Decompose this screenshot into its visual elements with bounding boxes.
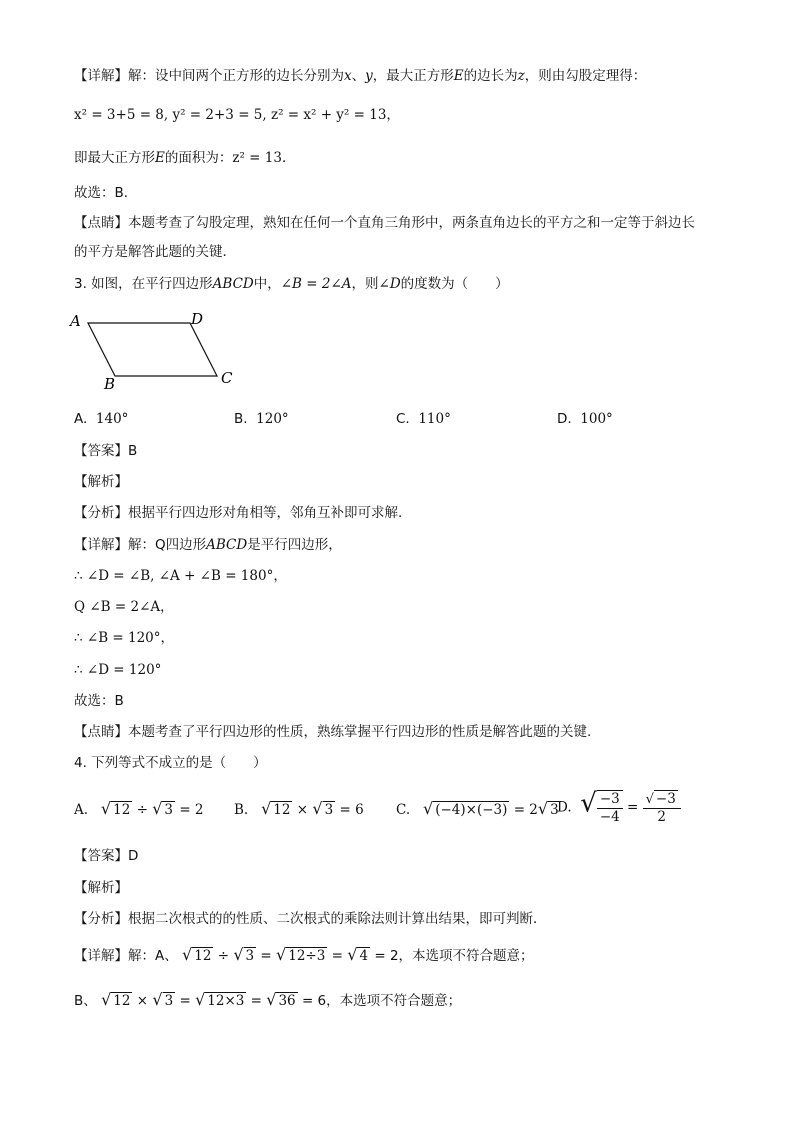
q4-answer: 【答案】D	[74, 848, 139, 864]
sqrt: √ 12	[100, 799, 131, 818]
sqrt: √ 3	[152, 799, 174, 818]
q3-answer: 【答案】B	[74, 443, 138, 459]
q3-choose: 故选：B	[74, 693, 124, 709]
comment-line-2: 的平方是解答此题的关键．	[74, 244, 236, 260]
q3-detail: 【详解】解：Q四边形ABCD是平行四边形，	[74, 537, 342, 553]
q3-step-3: ∴ ∠B = 120°，	[74, 630, 175, 646]
sqrt: √ (−4)×(−3)	[423, 799, 508, 818]
sqrt: √ 12×3	[195, 990, 245, 1009]
parallelogram-figure	[66, 306, 256, 396]
detail-paragraph-1: 【详解】解：设中间两个正方形的边长分别为x、y，最大正方形E的边长为z，则由勾股定理得：	[74, 68, 647, 84]
vertex-label-c: C	[221, 369, 233, 387]
q3-option-a[interactable]: A. 140°	[74, 411, 129, 427]
fraction: $\frac{-3}{-4}$	[597, 790, 623, 826]
q4-analysis-tag: 【解析】	[74, 880, 128, 896]
sqrt: √ 36	[266, 990, 296, 1009]
sqrt: √ $\frac{-3}{-4}$	[580, 790, 622, 826]
q4-detail-b: B、 √ 12 × √ 3 = √ 12×3 = √ 36 = 6，本选项不符合题意；	[74, 990, 462, 1009]
q4-fenxi: 【分析】根据二次根式的的性质、二次根式的乘除法则计算出结果，即可判断．	[74, 911, 547, 927]
q4-option-b[interactable]: B. √ 12 × √ 3 = 6	[234, 799, 364, 818]
detail-tag: 【详解】	[74, 68, 128, 84]
q3-option-c[interactable]: C. 110°	[396, 411, 451, 427]
q3-step-1: ∴ ∠D = ∠B, ∠A + ∠B = 180°，	[74, 568, 287, 584]
sqrt: √ 12÷3	[276, 945, 326, 964]
sqrt: √ 3	[233, 945, 255, 964]
fraction: $\frac{√ -3}{2}$	[643, 791, 681, 826]
equation-line: x² = 3+5 = 8, y² = 2+3 = 5, z² = x² + y² = 13，	[74, 107, 400, 123]
comment-line: 【点睛】本题考查了勾股定理，熟知在任何一个直角三角形中，两条直角边长的平方之和一定等于斜边长	[74, 215, 695, 231]
sqrt: √ 3	[312, 799, 334, 818]
choose-line: 故选：B．	[74, 185, 138, 201]
q3-comment: 【点睛】本题考查了平行四边形的性质，熟练掌握平行四边形的性质是解答此题的关键.	[74, 724, 592, 740]
q4-option-a[interactable]: A. √ 12 ÷ √ 3 = 2	[74, 799, 204, 818]
q3-step-4: ∴ ∠D = 120°	[74, 662, 162, 678]
q3-option-b[interactable]: B. 120°	[234, 411, 289, 427]
vertex-label-b: B	[104, 375, 116, 393]
question-3-stem: 3. 如图，在平行四边形ABCD中，∠B = 2∠A，则∠D的度数为（ ）	[74, 276, 509, 292]
vertex-label-d: D	[191, 310, 204, 328]
q3-analysis-tag: 【解析】	[74, 474, 128, 490]
q4-option-d[interactable]: D. √ $\frac{-3}{-4}$ = $\frac{√ -3}{2}$	[557, 790, 681, 826]
q4-detail-a: 【详解】解：A、 √ 12 ÷ √ 3 = √ 12÷3 = √ 4 = 2，本选项不符合题意；	[74, 945, 534, 964]
result-line: 即最大正方形E的面积为：z² = 13．	[74, 150, 296, 166]
question-4-stem: 4. 下列等式不成立的是（ ）	[74, 755, 267, 771]
sqrt: √ 3	[152, 990, 174, 1009]
sqrt: √ 12	[101, 990, 131, 1009]
parallelogram-shape	[88, 323, 217, 376]
sqrt: √ 12	[182, 945, 212, 964]
sqrt: √ 4	[347, 945, 369, 964]
vertex-label-a: A	[70, 312, 81, 330]
q3-fenxi: 【分析】根据平行四边形对角相等，邻角互补即可求解.	[74, 505, 403, 521]
q4-option-c[interactable]: C. √ (−4)×(−3) = 2√ 3	[396, 799, 559, 818]
q3-option-d[interactable]: D. 100°	[557, 411, 613, 427]
sqrt: √ 12	[261, 799, 291, 818]
q3-step-2: Q ∠B = 2∠A，	[74, 599, 174, 615]
sqrt: √ 3	[537, 799, 559, 818]
sqrt: √ −3	[645, 790, 676, 807]
